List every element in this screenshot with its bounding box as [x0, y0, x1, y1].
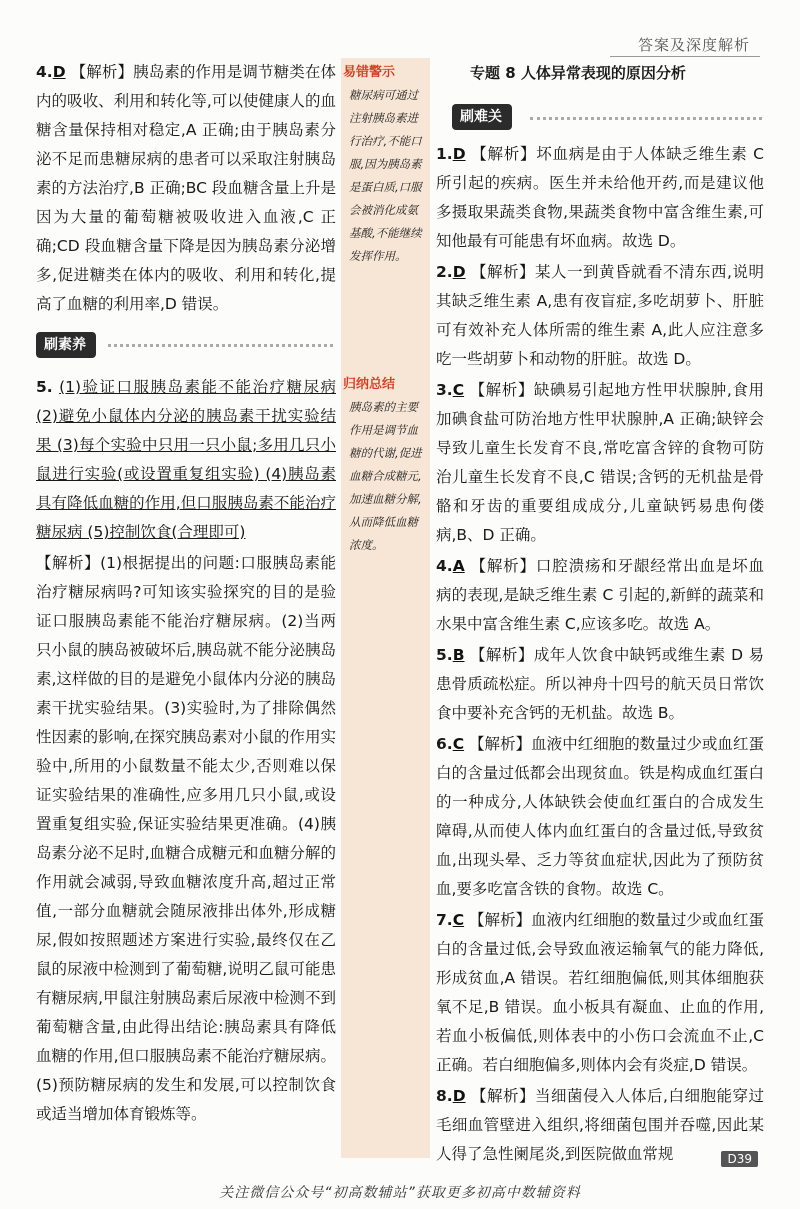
answer-4: [36, 58, 336, 319]
footer-note: 关注微信公众号“初高数辅站”获取更多初高中数辅资料: [219, 1185, 581, 1201]
question-number: 2.: [436, 263, 453, 281]
header-title: 答案及深度解析: [637, 36, 750, 54]
analysis-text: 成年人饮食中缺钙或维生素 D 易患骨质疏松症。所以神舟十四号的航天员日常饮食中要补充含钙的无机盐。故选 B。: [436, 646, 764, 722]
dotted-rule: [108, 344, 333, 347]
analysis-tag: 【解析】: [469, 646, 534, 664]
right-column: [436, 140, 764, 1171]
answer-item: [436, 258, 764, 374]
analysis-text: 血液中红细胞的数量过少或血红蛋白的含量过低都会出现贫血。铁是构成血红蛋白的一种成分,人体缺铁会使血红蛋白的合成发生障碍,从而使人体内血红蛋白的含量过低,导致贫血,出现头晕、乏力等贫血症状,因此为了预防贫血,要多吃富含铁的食物。故选 C。: [436, 735, 764, 898]
topic-title: 专题 8 人体异常表现的原因分析: [470, 64, 686, 82]
hard-badge: 刷难关: [452, 104, 512, 130]
note-head-error: 易错警示: [343, 65, 396, 80]
page-number: D39: [721, 1151, 758, 1167]
sidebar-notes: [341, 58, 430, 1158]
question-number: 3.: [436, 381, 453, 399]
question-number: 8.: [436, 1087, 453, 1105]
answer-letter: D: [52, 63, 66, 81]
question-number: 1.: [436, 145, 453, 163]
left-column: [36, 58, 336, 1131]
answer-item: [436, 1082, 764, 1169]
question-number: 5.: [36, 378, 53, 396]
quality-badge: 刷素养: [36, 332, 96, 358]
answer-letter: D: [452, 263, 466, 281]
answer-letter: D: [452, 1087, 466, 1105]
analysis-tag: 【解析】: [470, 557, 536, 575]
analysis-tag: 【解析】: [469, 735, 532, 753]
analysis-text: 血液内红细胞的数量过少或血红蛋白的含量过低,会导致血液运输氧气的能力降低,形成贫血,A 错误。若红细胞偏低,则其体细胞获氧不足,B 错误。血小板具有凝血、止血的作用,若血小板偏低,则体表中的小伤口会流血不止,C 正确。若白细胞偏多,则体内会有炎症,D 错误。: [436, 911, 764, 1074]
answer-letter: B: [452, 646, 465, 664]
answer-text: (1)验证口服胰岛素能不能治疗糖尿病 (2)避免小鼠体内分泌的胰岛素干扰实验结果 (3)每个实验中只用一只小鼠;多用几只小鼠进行实验(或设置重复组实验) (4)胰岛素具有降低血糖的作用,但口服胰岛素不能治疗糖尿病 (5)控制饮食(合理即可): [36, 378, 336, 541]
answer-item: [436, 552, 764, 639]
analysis-text: (1)根据提出的问题:口服胰岛素能治疗糖尿病吗?可知该实验探究的目的是验证口服胰岛素能不能治疗糖尿病。(2)当两只小鼠的胰岛被破坏后,胰岛就不能分泌胰岛素,这样做的目的是避免小鼠体内分泌的胰岛素干扰实验结果。(3)实验时,为了排除偶然性因素的影响,在探究胰岛素对小鼠的作用实验中,所用的小鼠数量不能太少,否则难以保证实验结果的准确性,应多用几只小鼠,或设置重复组实验,保证实验结果更准确。(4)胰岛素分泌不足时,血糖合成糖元和血糖分解的作用就会减弱,导致血糖浓度升高,超过正常值,一部分血糖就会随尿液排出体外,形成糖尿,假如按照题述方案进行实验,最终仅在乙鼠的尿液中检测到了葡萄糖,说明乙鼠可能患有糖尿病,甲鼠注射胰岛素后尿液中检测不到葡萄糖含量,由此得出结论:胰岛素具有降低血糖的作用,但口服胰岛素不能治疗糖尿病。(5)预防糖尿病的发生和发展,可以控制饮食或适当增加体育锻炼等。: [36, 554, 336, 1123]
note-body-error: 糖尿病可通过注射胰岛素进行治疗,不能口服,因为胰岛素是蛋白质,口服会被消化成氨基酸,不能继续发挥作用。: [349, 88, 422, 263]
dotted-rule: [530, 117, 762, 120]
analysis-tag: 【解析】: [471, 263, 536, 281]
answer-letter: D: [452, 145, 466, 163]
answer-item: [436, 140, 764, 256]
answer-letter: A: [452, 557, 465, 575]
header-rule: [610, 56, 760, 57]
answer-letter: C: [452, 381, 465, 399]
analysis-tag: 【解析】: [471, 145, 537, 163]
analysis-tag: 【解析】: [471, 1087, 536, 1105]
question-number: 4.: [436, 557, 453, 575]
analysis-text: 某人一到黄昏就看不清东西,说明其缺乏维生素 A,患有夜盲症,多吃胡萝卜、肝脏可有效补充人体所需的维生素 A,此人应注意多吃一些胡萝卜和动物的肝脏。故选 D。: [436, 263, 764, 368]
question-number: 6.: [436, 735, 453, 753]
analysis-text: 坏血病是由于人体缺乏维生素 C 所引起的疾病。医生并未给他开药,而是建议他多摄取果蔬类食物,果蔬类食物中富含维生素,可知他最有可能患有坏血病。故选 D。: [436, 145, 764, 250]
answer-item: [436, 906, 764, 1080]
analysis-text: 缺碘易引起地方性甲状腺肿,食用加碘食盐可防治地方性甲状腺肿,A 正确;缺锌会导致儿童生长发育不良,常吃富含锌的食物可防治儿童生长发育不良,C 错误;含钙的无机盐是骨骼和牙齿的重要组成成分,儿童缺钙易患佝偻病,B、D 正确。: [436, 381, 764, 544]
analysis-tag: 【解析】: [70, 63, 134, 81]
answer-letter: C: [452, 911, 465, 929]
analysis-text: 口腔溃疡和牙龈经常出血是坏血病的表现,是缺乏维生素 C 引起的,新鲜的蔬菜和水果中富含维生素 C,应该多吃。故选 A。: [436, 557, 764, 633]
analysis-text: 当细菌侵入人体后,白细胞能穿过毛细血管壁进入组织,将细菌包围并吞噬,因此某人得了急性阑尾炎,到医院做血常规: [436, 1087, 764, 1163]
answer-5: [36, 373, 336, 547]
analysis-text: 胰岛素的作用是调节糖类在体内的吸收、利用和转化等,可以使健康人的血糖含量保持相对稳定,A 正确;由于胰岛素分泌不足而患糖尿病的患者可以采取注射胰岛素的方法治疗,B 正确;BC 段血糖含量上升是因为大量的葡萄糖被吸收进入血液,C 正确;CD 段血糖含量下降是因为胰岛素分泌增多,促进糖类在体内的吸收、利用和转化,提高了血糖的利用率,D 错误。: [36, 63, 336, 313]
answer-item: [436, 641, 764, 728]
question-number: 5.: [436, 646, 453, 664]
analysis-5: [36, 549, 336, 1129]
question-number: 7.: [436, 911, 453, 929]
analysis-tag: 【解析】: [469, 911, 532, 929]
question-number: 4.: [36, 63, 53, 81]
analysis-tag: 【解析】: [36, 554, 101, 572]
answer-item: [436, 376, 764, 550]
answer-item: [436, 730, 764, 904]
analysis-tag: 【解析】: [469, 381, 534, 399]
note-body-summary: 胰岛素的主要作用是调节血糖的代谢,促进血糖合成糖元,加速血糖分解,从而降低血糖浓度。: [349, 400, 422, 552]
note-head-summary: 归纳总结: [343, 377, 396, 392]
answer-letter: C: [452, 735, 465, 753]
